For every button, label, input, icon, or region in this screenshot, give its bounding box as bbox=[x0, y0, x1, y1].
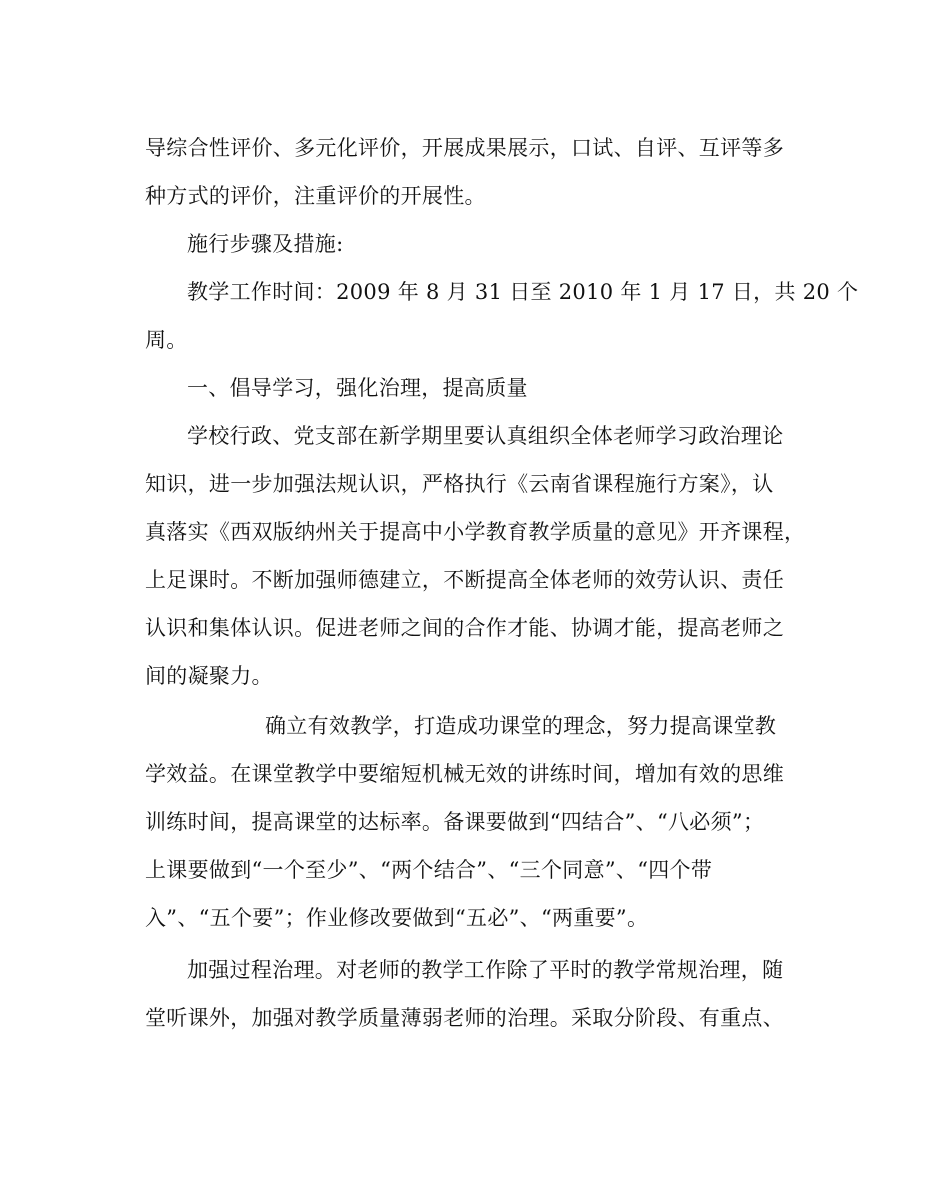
paragraph-line: 导综合性评价、多元化评价，开展成果展示，口试、自评、互评等多 bbox=[145, 136, 784, 160]
paragraph-line: 种方式的评价，注重评价的开展性。 bbox=[145, 184, 486, 208]
paragraph-line: 认识和集体认识。促进老师之间的合作才能、协调才能，提高老师之 bbox=[145, 616, 784, 640]
paragraph-line: 入”、“五个要”；作业修改要做到“五必”、“两重要”。 bbox=[145, 906, 649, 930]
paragraph-line: 学效益。在课堂教学中要缩短机械无效的讲练时间，增加有效的思维 bbox=[145, 762, 784, 786]
paragraph-line: 确立有效教学，打造成功课堂的理念，努力提高课堂教 bbox=[265, 714, 777, 738]
paragraph-line: 教学工作时间：2009 年 8 月 31 日至 2010 年 1 月 17 日，共 20 个 bbox=[187, 280, 859, 304]
paragraph-line: 学校行政、党支部在新学期里要认真组织全体老师学习政治理论 bbox=[187, 424, 784, 448]
paragraph-line: 堂听课外，加强对教学质量薄弱老师的治理。采取分阶段、有重点、 bbox=[145, 1006, 784, 1030]
paragraph-line: 上足课时。不断加强师德建立，不断提高全体老师的效劳认识、责任 bbox=[145, 568, 784, 592]
paragraph-line: 训练时间，提高课堂的达标率。备课要做到“四结合”、“八必须”； bbox=[145, 810, 765, 834]
paragraph-line: 知识，进一步加强法规认识，严格执行《云南省课程施行方案》，认 bbox=[145, 472, 774, 496]
paragraph-line: 间的凝聚力。 bbox=[145, 664, 273, 688]
paragraph-line: 上课要做到“一个至少”、“两个结合”、“三个同意”、“四个带 bbox=[145, 858, 713, 882]
section-heading: 施行步骤及措施: bbox=[187, 232, 344, 256]
paragraph-line: 周。 bbox=[145, 328, 188, 352]
paragraph-line: 真落实《西双版纳州关于提高中小学教育教学质量的意见》开齐课程， bbox=[145, 520, 806, 544]
section-heading: 一、倡导学习，强化治理，提高质量 bbox=[187, 376, 528, 400]
paragraph-line: 加强过程治理。对老师的教学工作除了平时的教学常规治理，随 bbox=[187, 958, 784, 982]
